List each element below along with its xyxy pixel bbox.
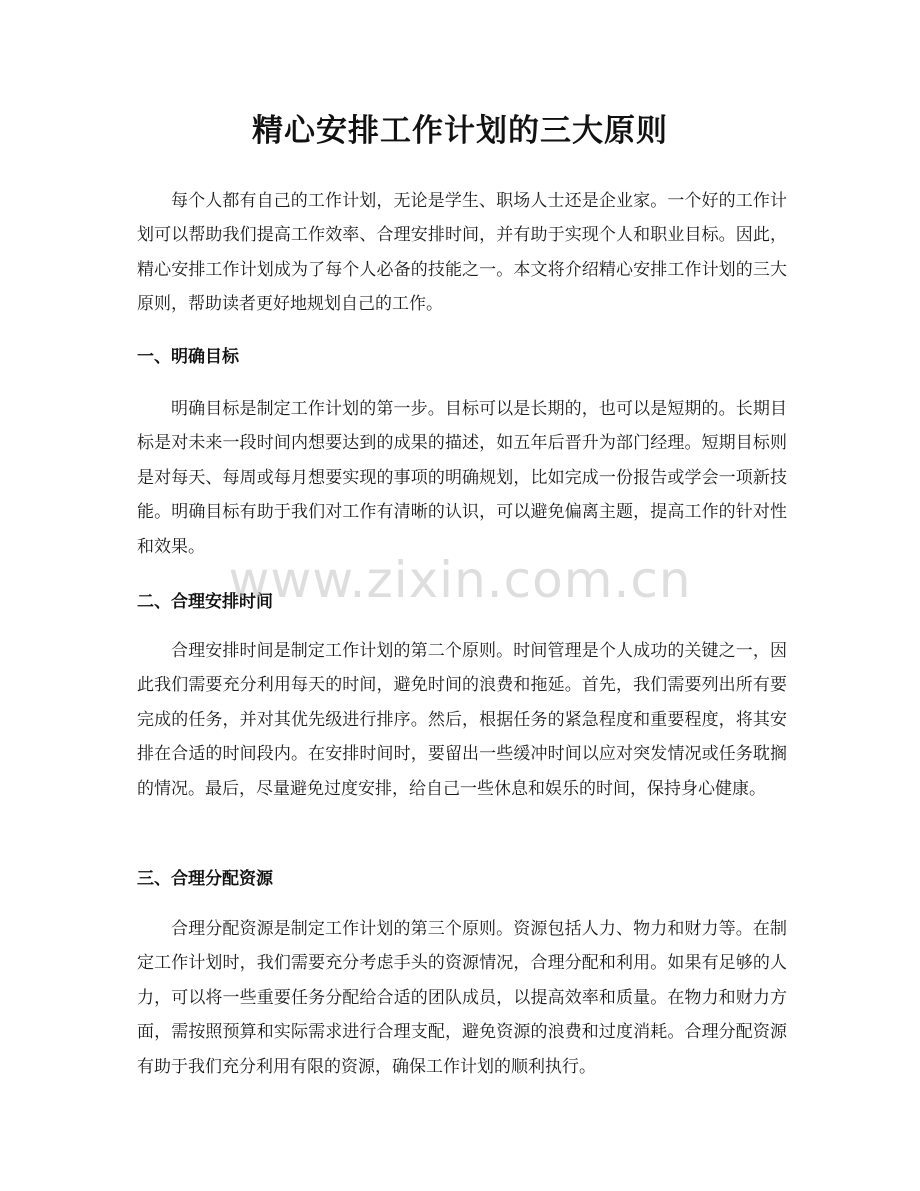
section-heading-goals: 一、明确目标 [137,347,239,367]
section-body-resources: 合理分配资源是制定工作计划的第三个原则。资源包括人力、物力和财力等。在制定工作计划时，我们需要充分考虑手头的资源情况，合理分配和利用。如果有足够的人力，可以将一些重要任务分配给合适的团队成员，以提高效率和质量。在物力和财力方面，需按照预算和实际需求进行合理支配，避免资源的浪费和过度消耗。合理分配资源有助于我们充分利用有限的资源，确保工作计划的顺利执行。 [137,919,787,1077]
intro-paragraph: 每个人都有自己的工作计划，无论是学生、职场人士还是企业家。一个好的工作计划可以帮助我们提高工作效率、合理安排时间，并有助于实现个人和职业目标。因此，精心安排工作计划成为了每个人必备的技能之一。本文将介绍精心安排工作计划的三大原则，帮助读者更好地规划自己的工作。 [137,191,787,315]
watermark: www.zixin.com.cn [228,551,692,609]
section-heading-time: 二、合理安排时间 [137,592,273,612]
section-heading-resources: 三、合理分配资源 [137,869,273,889]
page-title: 精心安排工作计划的三大原则 [252,113,668,149]
section-body-time: 合理安排时间是制定工作计划的第二个原则。时间管理是个人成功的关键之一，因此我们需要充分利用每天的时间，避免时间的浪费和拖延。首先，我们需要列出所有要完成的任务，并对其优先级进行排序。然后，根据任务的紧急程度和重要程度，将其安排在合适的时间段内。在安排时间时，要留出一些缓冲时间以应对突发情况或任务耽搁的情况。最后，尽量避免过度安排，给自己一些休息和娱乐的时间，保持身心健康。 [137,641,787,799]
section-body-goals: 明确目标是制定工作计划的第一步。目标可以是长期的，也可以是短期的。长期目标是对未来一段时间内想要达到的成果的描述，如五年后晋升为部门经理。短期目标则是对每天、每周或每月想要实现的事项的明确规划，比如完成一份报告或学会一项新技能。明确目标有助于我们对工作有清晰的认识，可以避免偏离主题，提高工作的针对性和效果。 [137,399,787,557]
